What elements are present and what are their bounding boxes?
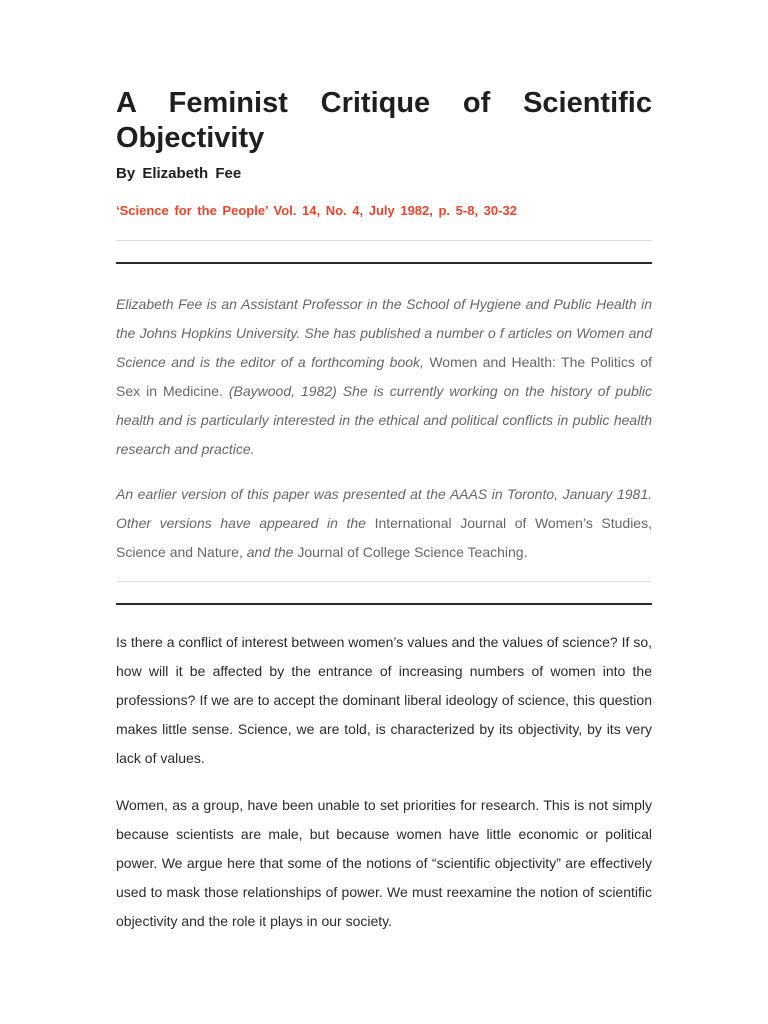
author-byline: By Elizabeth Fee <box>116 165 242 182</box>
article-title: A Feminist Critique of Scientific Objectivity <box>116 87 652 154</box>
divider-thick <box>116 262 652 264</box>
author-note-continued: (Baywood, 1982) She is currently working on the history of public health and is particularly interested in the ethical and political conflicts in public health research and practice. <box>116 383 653 457</box>
publication-note-text: An earlier version of this paper was presented at the AAAS in Toronto, January 1981. Other versions have appeared in the <box>116 486 652 531</box>
divider-thick <box>116 603 652 605</box>
body-paragraph: Is there a conflict of interest between women’s values and the values of science? If so, how will it be affected by the entrance of increasing numbers of women into the professions? If we are to accept the dominant liberal ideology of science, this question makes little sense. Science, we are told, is characterized by its objectivity, by its very lack of values. <box>116 634 652 766</box>
journal-title-2: Journal of College Science Teaching. <box>297 544 528 560</box>
publication-note <box>116 480 652 567</box>
body-paragraph: Women, as a group, have been unable to set priorities for research. This is not simply because scientists are male, but because women have little economic or political power. We argue here that some of the notions of “scientific objectivity” are effectively used to mask those relationships of power. We must reexamine the notion of scientific objectivity and the role it plays in our society. <box>116 797 652 929</box>
publication-note-connector: and the <box>246 544 294 560</box>
citation-link[interactable]: ‘Science for the People’ Vol. 14, No. 4, July 1982, p. 5-8, 30-32 <box>116 203 517 218</box>
author-note <box>116 290 652 464</box>
divider-thin <box>116 240 652 241</box>
author-note-text: Elizabeth Fee is an Assistant Professor in the School of Hygiene and Public Health in the Johns Hopkins University. She has published a number o f articles on Women and Science and is the editor of a forthcoming book, <box>116 296 652 370</box>
journal-title-1: International Journal of Women’s Studies, Science and Nature, <box>116 515 652 560</box>
book-title: Women and Health: The Politics of Sex in Medicine. <box>116 354 652 399</box>
divider-thin <box>116 581 652 582</box>
